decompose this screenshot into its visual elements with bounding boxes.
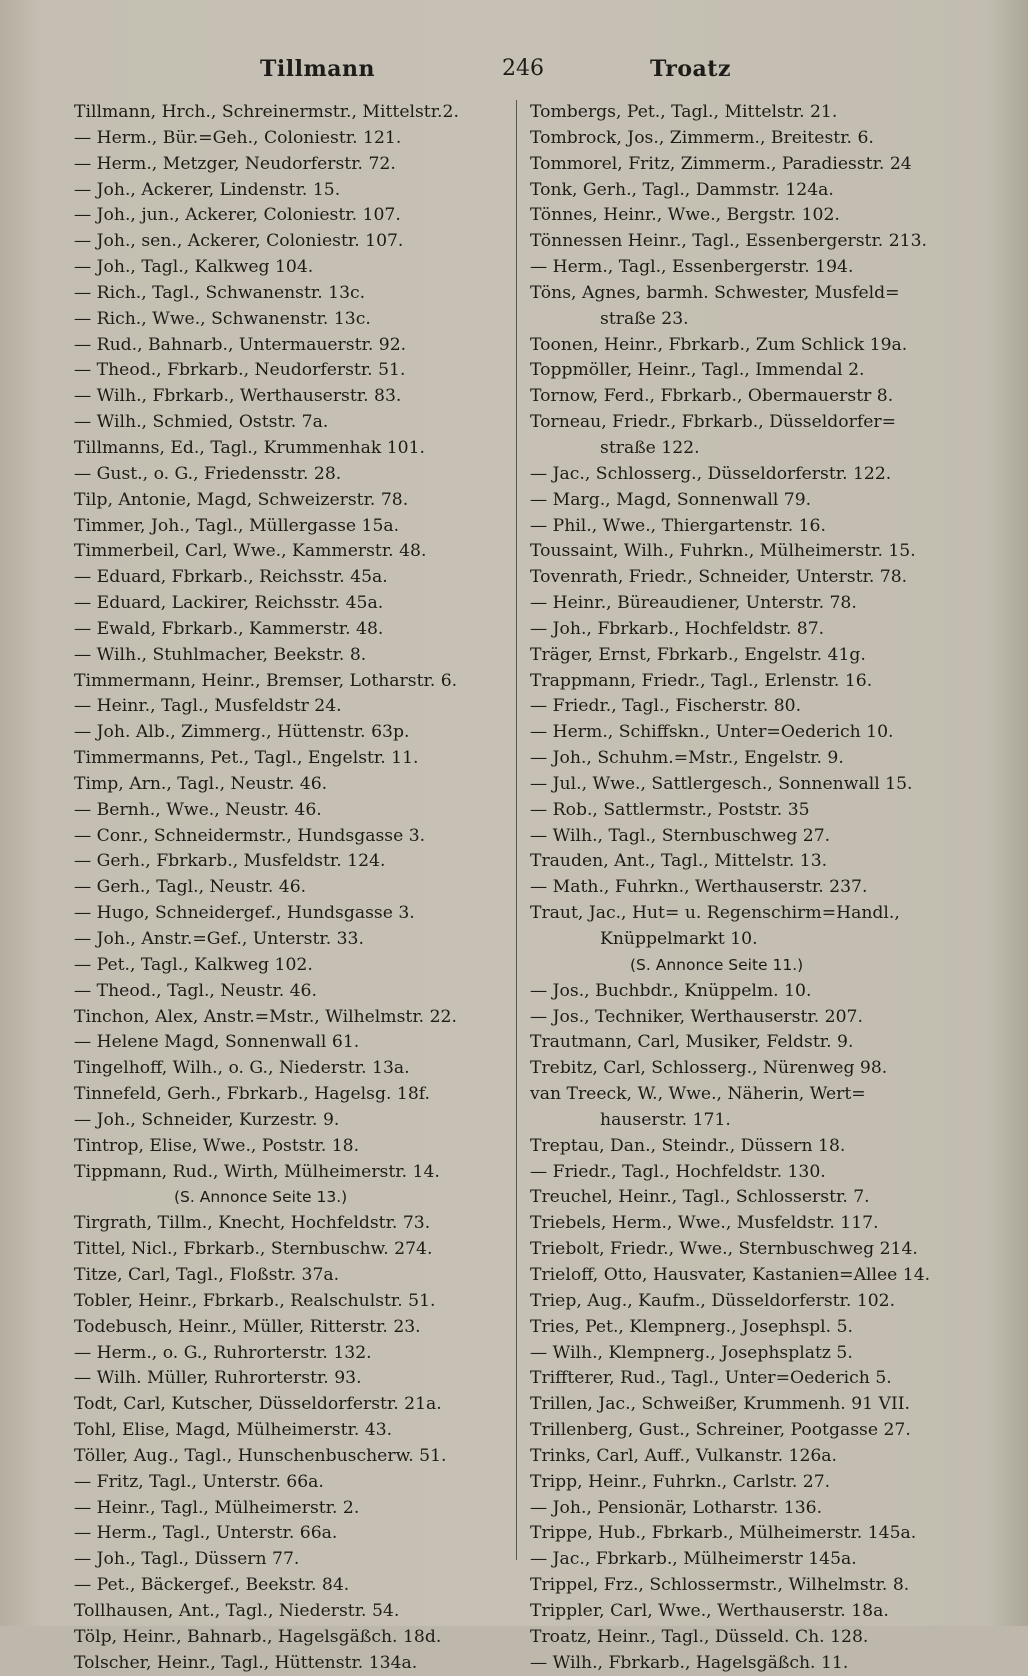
directory-entry: — Heinr., Tagl., Musfeldstr 24. — [74, 696, 342, 717]
directory-entry: Todt, Carl, Kutscher, Düsseldorferstr. 21a. — [74, 1394, 442, 1415]
directory-entry: Trinks, Carl, Auff., Vulkanstr. 126a. — [530, 1445, 838, 1466]
directory-entry: Triebels, Herm., Wwe., Musfeldstr. 117. — [530, 1213, 879, 1234]
directory-entry: Tintrop, Elise, Wwe., Poststr. 18. — [74, 1135, 360, 1156]
directory-entry: — Joh., Fbrkarb., Hochfeldstr. 87. — [530, 618, 825, 639]
directory-entry: Tombrock, Jos., Zimmerm., Breitestr. 6. — [530, 127, 874, 148]
directory-entry: Trauden, Ant., Tagl., Mittelstr. 13. — [530, 851, 828, 872]
directory-entry: Tingelhoff, Wilh., o. G., Niederstr. 13a. — [74, 1058, 410, 1079]
entry-continuation: straße 23. — [600, 308, 689, 329]
directory-entry: — Joh., Schneider, Kurzestr. 9. — [74, 1109, 340, 1130]
directory-entry: — Joh., Ackerer, Lindenstr. 15. — [74, 179, 341, 200]
directory-entry: Trillen, Jac., Schweißer, Krummenh. 91 VII. — [530, 1394, 910, 1415]
directory-entry: — Bernh., Wwe., Neustr. 46. — [74, 799, 322, 820]
directory-entry: Tinchon, Alex, Anstr.=Mstr., Wilhelmstr. 22. — [74, 1006, 457, 1027]
directory-entry: Tönnes, Heinr., Wwe., Bergstr. 102. — [530, 205, 840, 226]
directory-entry: — Herm., Tagl., Essenbergerstr. 194. — [530, 257, 854, 278]
directory-entry: — Helene Magd, Sonnenwall 61. — [74, 1032, 360, 1053]
directory-entry: — Joh., Tagl., Kalkweg 104. — [74, 257, 314, 278]
column-divider — [516, 100, 517, 1560]
directory-entry: — Joh., Tagl., Düssern 77. — [74, 1549, 300, 1570]
directory-entry: Toussaint, Wilh., Fuhrkn., Mülheimerstr. 15. — [530, 541, 916, 562]
directory-entry: — Ewald, Fbrkarb., Kammerstr. 48. — [74, 618, 384, 639]
entry-continuation: straße 122. — [600, 437, 700, 458]
directory-entry: — Herm., o. G., Ruhrorterstr. 132. — [74, 1342, 372, 1363]
directory-entry: — Rich., Tagl., Schwanenstr. 13c. — [74, 282, 366, 303]
advert-reference: (S. Annonce Seite 13.) — [174, 1188, 348, 1207]
directory-entry: — Wilh., Schmied, Oststr. 7a. — [74, 412, 329, 433]
directory-entry: Trippel, Frz., Schlossermstr., Wilhelmstr. 8. — [530, 1575, 910, 1596]
directory-entry: Tripp, Heinr., Fuhrkn., Carlstr. 27. — [530, 1471, 831, 1492]
directory-entry: Timmer, Joh., Tagl., Müllergasse 15a. — [74, 515, 400, 536]
directory-entry: Timmermanns, Pet., Tagl., Engelstr. 11. — [74, 748, 419, 769]
left-column — [74, 100, 506, 1676]
directory-entry: Timmermann, Heinr., Bremser, Lotharstr. 6. — [74, 670, 458, 691]
directory-entry: — Joh., jun., Ackerer, Coloniestr. 107. — [74, 205, 401, 226]
directory-entry: — Gerh., Fbrkarb., Musfeldstr. 124. — [74, 851, 386, 872]
directory-entry: — Pet., Bäckergef., Beekstr. 84. — [74, 1575, 350, 1596]
directory-entry: Triebolt, Friedr., Wwe., Sternbuschweg 214. — [530, 1239, 918, 1260]
directory-entry: Trippler, Carl, Wwe., Werthauserstr. 18a. — [530, 1600, 889, 1621]
directory-entry: — Eduard, Lackirer, Reichsstr. 45a. — [74, 593, 384, 614]
directory-entry: Triep, Aug., Kaufm., Düsseldorferstr. 102. — [530, 1290, 896, 1311]
directory-entry: — Herm., Metzger, Neudorferstr. 72. — [74, 153, 396, 174]
page-number: 246 — [502, 56, 544, 81]
directory-entry: Tippmann, Rud., Wirth, Mülheimerstr. 14. — [74, 1161, 440, 1182]
directory-entry: Tolscher, Heinr., Tagl., Hüttenstr. 134a. — [74, 1652, 418, 1673]
header-left-keyword: Tillmann — [260, 56, 375, 82]
directory-entry: — Jos., Techniker, Werthauserstr. 207. — [530, 1006, 863, 1027]
directory-entry: — Wilh., Fbrkarb., Hagelsgäßch. 11. — [530, 1652, 849, 1673]
directory-entry: — Eduard, Fbrkarb., Reichsstr. 45a. — [74, 567, 388, 588]
directory-entry: — Wilh., Klempnerg., Josephsplatz 5. — [530, 1342, 853, 1363]
directory-entry: — Heinr., Büreaudiener, Unterstr. 78. — [530, 593, 857, 614]
directory-entry: Titze, Carl, Tagl., Floßstr. 37a. — [74, 1264, 340, 1285]
directory-entry: — Rich., Wwe., Schwanenstr. 13c. — [74, 308, 371, 329]
directory-entry: — Rud., Bahnarb., Untermauerstr. 92. — [74, 334, 407, 355]
directory-entry: Tilp, Antonie, Magd, Schweizerstr. 78. — [74, 489, 409, 510]
directory-entry: — Math., Fuhrkn., Werthauserstr. 237. — [530, 877, 868, 898]
directory-entry: van Treeck, W., Wwe., Näherin, Wert= — [530, 1084, 866, 1105]
directory-entry: — Herm., Bür.=Geh., Coloniestr. 121. — [74, 127, 402, 148]
directory-entry: — Joh. Alb., Zimmerg., Hüttenstr. 63p. — [74, 722, 410, 743]
directory-entry: Tombergs, Pet., Tagl., Mittelstr. 21. — [530, 102, 838, 122]
page-header — [70, 48, 958, 88]
directory-entry: — Jos., Buchbdr., Knüppelm. 10. — [530, 980, 812, 1001]
directory-entry: — Pet., Tagl., Kalkweg 102. — [74, 954, 313, 975]
directory-entry: — Marg., Magd, Sonnenwall 79. — [530, 489, 812, 510]
directory-entry: — Jul., Wwe., Sattlergesch., Sonnenwall 15. — [530, 773, 913, 794]
directory-entry: Trieloff, Otto, Hausvater, Kastanien=Allee 14. — [530, 1264, 931, 1285]
directory-entry: — Wilh., Stuhlmacher, Beekstr. 8. — [74, 644, 367, 665]
directory-entry: Tovenrath, Friedr., Schneider, Unterstr. 78. — [530, 567, 908, 588]
directory-entry: — Gust., o. G., Friedensstr. 28. — [74, 463, 342, 484]
directory-entry: — Herm., Schiffskn., Unter=Oederich 10. — [530, 722, 894, 743]
directory-entry: Troatz, Heinr., Tagl., Düsseld. Ch. 128. — [530, 1626, 869, 1647]
directory-entry: Tobler, Heinr., Fbrkarb., Realschulstr. 51. — [74, 1290, 436, 1311]
directory-entry: — Herm., Tagl., Unterstr. 66a. — [74, 1523, 338, 1544]
directory-entry: — Theod., Tagl., Neustr. 46. — [74, 980, 317, 1001]
directory-entry: Tollhausen, Ant., Tagl., Niederstr. 54. — [74, 1600, 400, 1621]
directory-entry: — Gerh., Tagl., Neustr. 46. — [74, 877, 307, 898]
directory-entry: Träger, Ernst, Fbrkarb., Engelstr. 41g. — [530, 644, 866, 665]
directory-entry: Timmerbeil, Carl, Wwe., Kammerstr. 48. — [74, 541, 427, 562]
directory-entry: Toppmöller, Heinr., Tagl., Immendal 2. — [530, 360, 865, 381]
directory-entry: — Jac., Fbrkarb., Mülheimerstr 145a. — [530, 1549, 857, 1570]
directory-entry: Trebitz, Carl, Schlosserg., Nürenweg 98. — [530, 1058, 888, 1079]
directory-entry: — Joh., Anstr.=Gef., Unterstr. 33. — [74, 929, 364, 949]
directory-entry: — Friedr., Tagl., Fischerstr. 80. — [530, 696, 802, 717]
directory-entry: Timp, Arn., Tagl., Neustr. 46. — [74, 773, 328, 794]
entry-continuation: Knüppelmarkt 10. — [600, 929, 758, 949]
directory-entry: Tohl, Elise, Magd, Mülheimerstr. 43. — [74, 1420, 393, 1441]
right-column — [530, 100, 970, 1676]
directory-entry: Trappmann, Friedr., Tagl., Erlenstr. 16. — [530, 670, 873, 691]
directory-entry: — Hugo, Schneidergef., Hundsgasse 3. — [74, 903, 415, 924]
directory-entry: — Conr., Schneidermstr., Hundsgasse 3. — [74, 825, 426, 846]
directory-entry: Tries, Pet., Klempnerg., Josephspl. 5. — [530, 1316, 853, 1337]
directory-entry: Trautmann, Carl, Musiker, Feldstr. 9. — [530, 1032, 854, 1053]
directory-entry: — Friedr., Tagl., Hochfeldstr. 130. — [530, 1161, 826, 1182]
directory-entry: Töns, Agnes, barmh. Schwester, Musfeld= — [530, 282, 900, 303]
directory-entry: — Rob., Sattlermstr., Poststr. 35 — [530, 799, 810, 820]
directory-entry: Traut, Jac., Hut= u. Regenschirm=Handl., — [530, 903, 900, 924]
directory-entry: Tirgrath, Tillm., Knecht, Hochfeldstr. 73. — [74, 1213, 431, 1234]
directory-entry: — Joh., Pensionär, Lotharstr. 136. — [530, 1497, 823, 1518]
directory-entry: — Theod., Fbrkarb., Neudorferstr. 51. — [74, 360, 406, 381]
directory-entry: — Heinr., Tagl., Mülheimerstr. 2. — [74, 1497, 360, 1518]
directory-entry: Treptau, Dan., Steindr., Düssern 18. — [530, 1135, 846, 1156]
directory-entry: Torneau, Friedr., Fbrkarb., Düsseldorfer= — [530, 412, 896, 433]
directory-entry: Tommorel, Fritz, Zimmerm., Paradiesstr. 24 — [530, 153, 912, 174]
directory-entry: Triffterer, Rud., Tagl., Unter=Oederich 5. — [530, 1368, 892, 1389]
directory-entry: Todebusch, Heinr., Müller, Ritterstr. 23. — [74, 1316, 421, 1337]
directory-entry: — Wilh. Müller, Ruhrorterstr. 93. — [74, 1368, 362, 1389]
directory-entry: — Phil., Wwe., Thiergartenstr. 16. — [530, 515, 826, 536]
directory-entry: Treuchel, Heinr., Tagl., Schlosserstr. 7. — [530, 1187, 870, 1208]
directory-entry: Tölp, Heinr., Bahnarb., Hagelsgäßch. 18d. — [74, 1626, 442, 1647]
advert-reference: (S. Annonce Seite 11.) — [630, 955, 804, 974]
directory-entry: Tillmanns, Ed., Tagl., Krummenhak 101. — [74, 437, 426, 458]
directory-entry: — Wilh., Fbrkarb., Werthauserstr. 83. — [74, 386, 402, 407]
directory-entry: Tornow, Ferd., Fbrkarb., Obermauerstr 8. — [530, 386, 894, 407]
directory-entry: Tinnefeld, Gerh., Fbrkarb., Hagelsg. 18f. — [74, 1084, 430, 1105]
directory-entry: — Joh., Schuhm.=Mstr., Engelstr. 9. — [530, 748, 844, 769]
directory-entry: Trippe, Hub., Fbrkarb., Mülheimerstr. 145a. — [530, 1523, 917, 1544]
directory-entry: Tonk, Gerh., Tagl., Dammstr. 124a. — [530, 179, 834, 200]
directory-entry: Töller, Aug., Tagl., Hunschenbuscherw. 51. — [74, 1445, 447, 1466]
directory-entry: Tillmann, Hrch., Schreinermstr., Mittelstr.2. — [74, 102, 459, 122]
directory-entry: Tittel, Nicl., Fbrkarb., Sternbuschw. 274. — [74, 1239, 433, 1260]
entry-continuation: hauserstr. 171. — [600, 1109, 731, 1130]
directory-entry: — Wilh., Tagl., Sternbuschweg 27. — [530, 825, 831, 846]
header-right-keyword: Troatz — [650, 56, 731, 82]
directory-entry: Trillenberg, Gust., Schreiner, Pootgasse 27. — [530, 1420, 911, 1441]
directory-entry: Toonen, Heinr., Fbrkarb., Zum Schlick 19a. — [530, 334, 908, 355]
directory-entry: Tönnessen Heinr., Tagl., Essenbergerstr. 213. — [530, 231, 927, 252]
directory-entry: — Fritz, Tagl., Unterstr. 66a. — [74, 1471, 324, 1492]
directory-entry: — Joh., sen., Ackerer, Coloniestr. 107. — [74, 231, 404, 252]
directory-entry: — Jac., Schlosserg., Düsseldorferstr. 122. — [530, 463, 892, 484]
